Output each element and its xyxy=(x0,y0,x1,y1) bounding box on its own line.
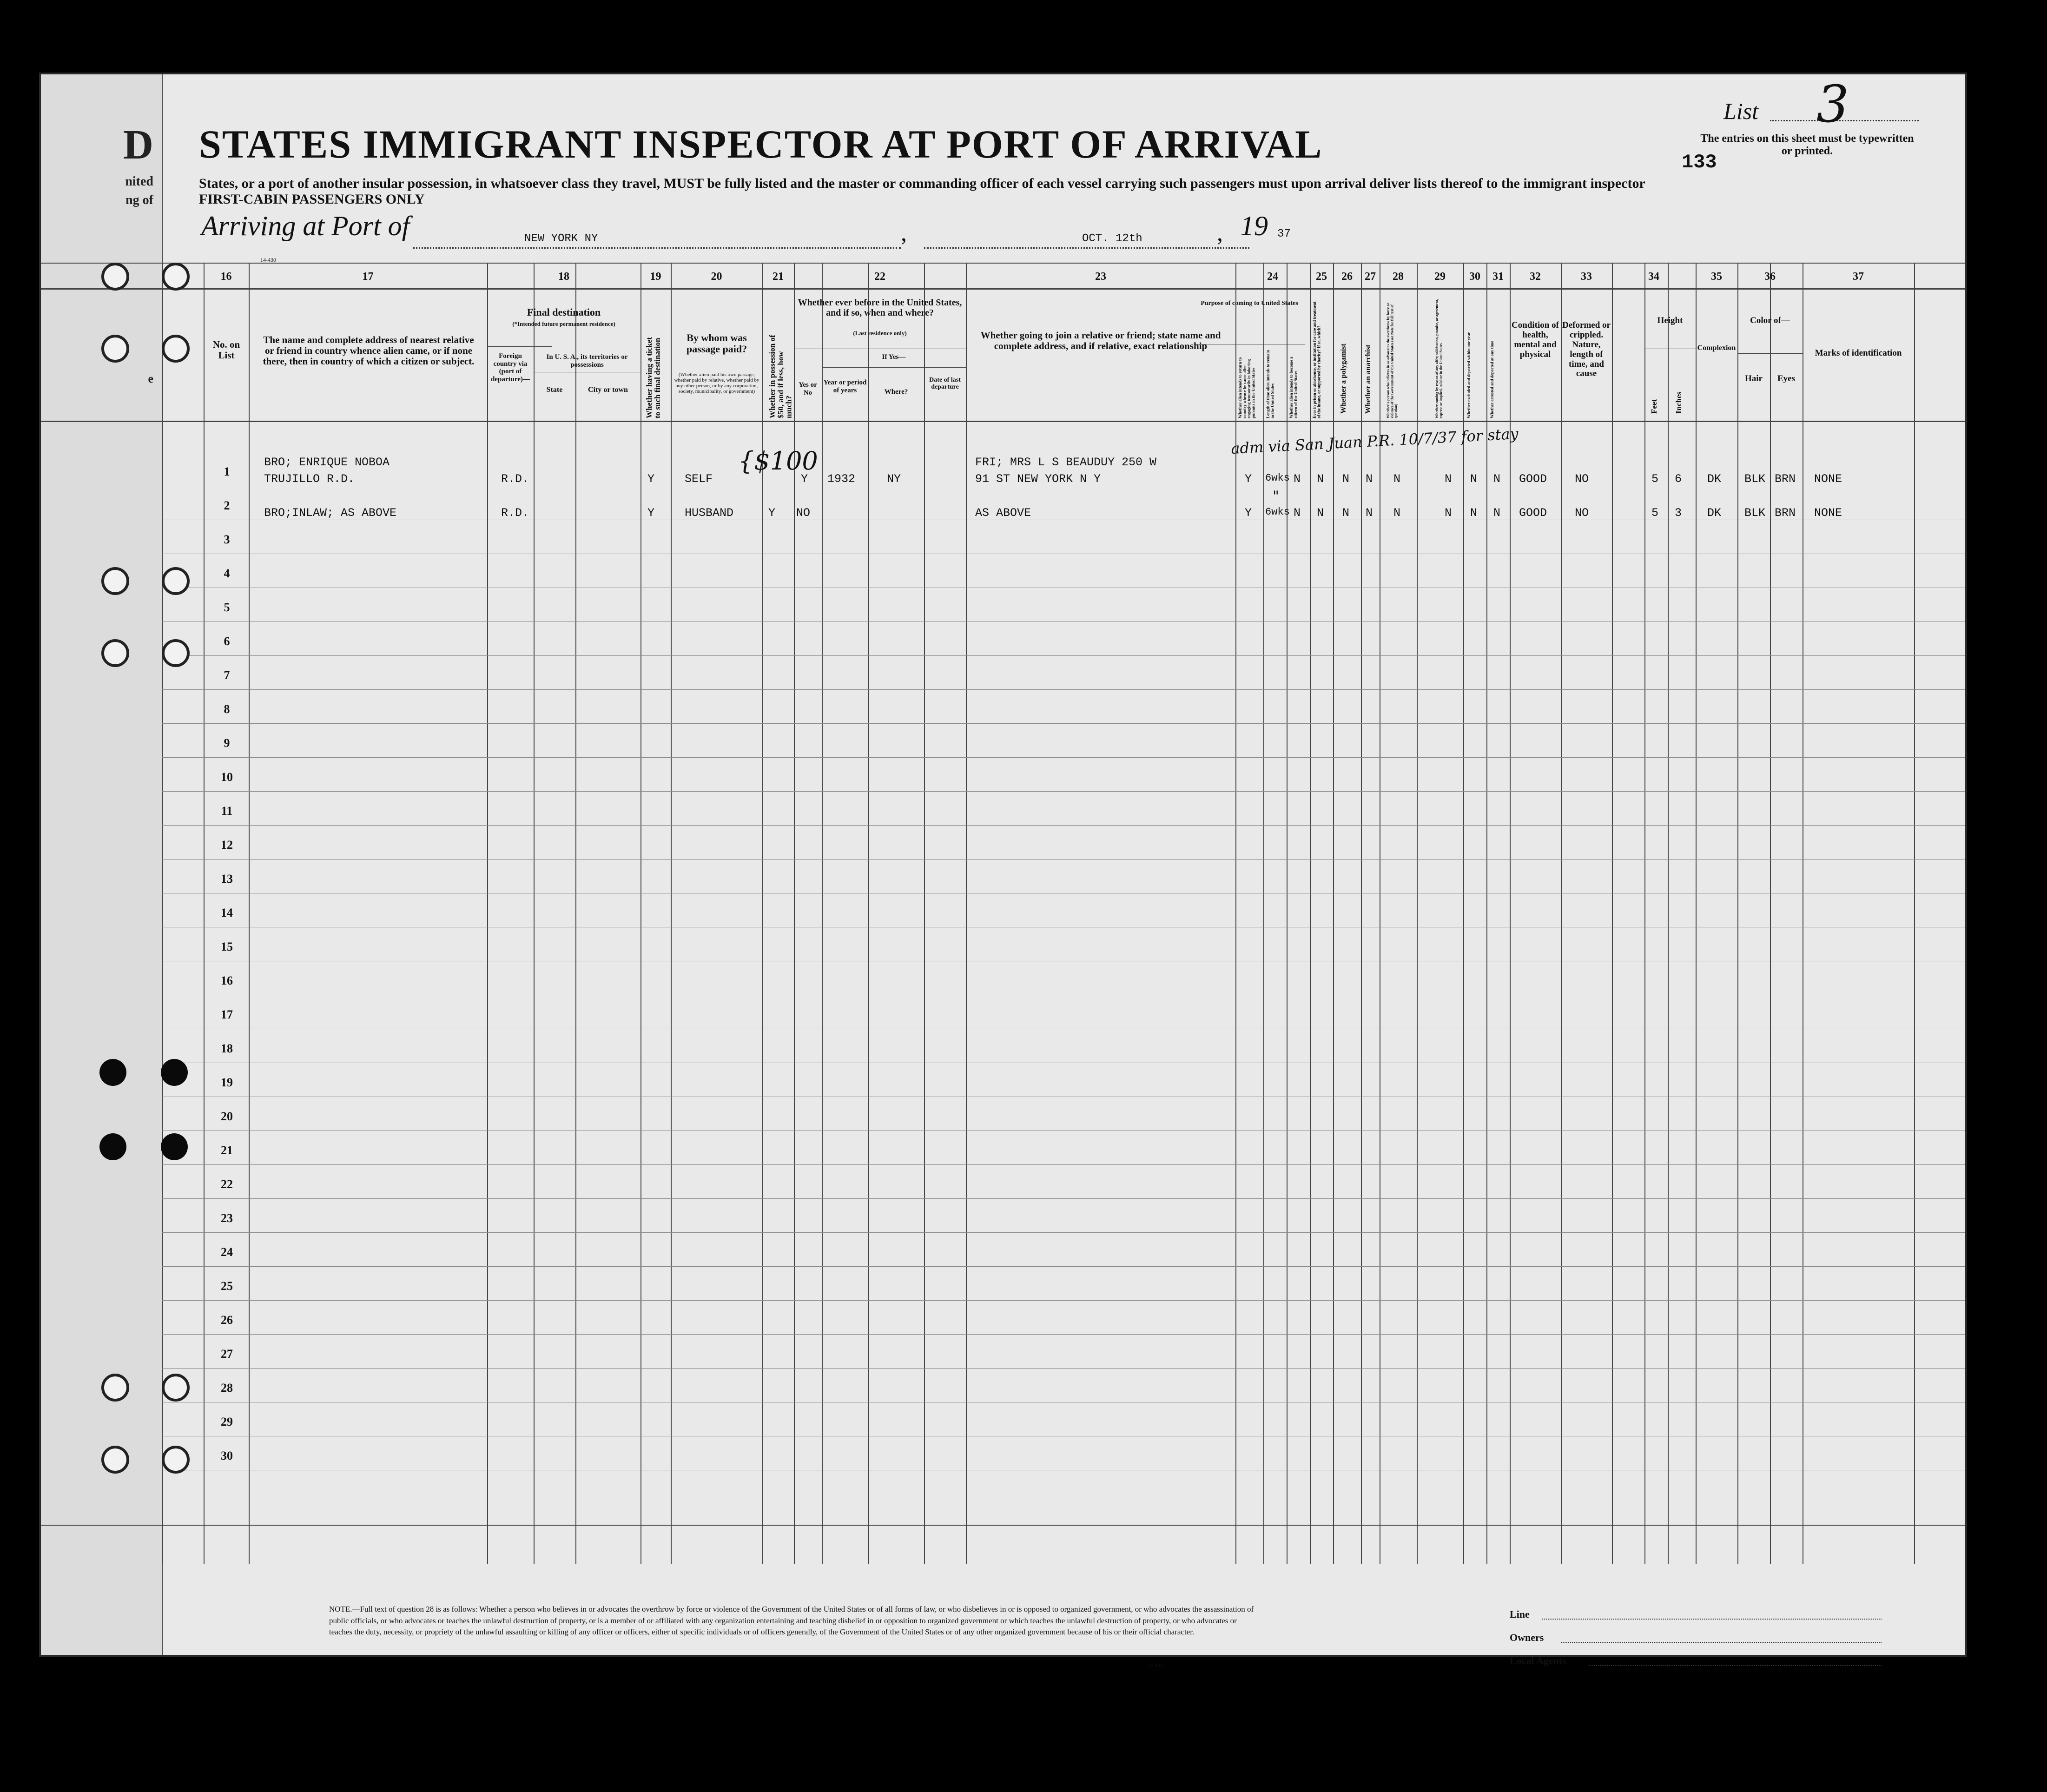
heading-final-destination: Final destination xyxy=(527,306,601,318)
row-number: 21 xyxy=(221,1144,233,1157)
entry2-return-intent: Y xyxy=(1245,506,1252,520)
colnum-29: 29 xyxy=(1434,271,1446,283)
entry2-foreign-via: R.D. xyxy=(501,506,529,520)
date-dotted-line xyxy=(924,247,1249,249)
entry2-before-us: NO xyxy=(796,506,811,520)
class-line: FIRST-CABIN PASSENGERS ONLY xyxy=(199,192,425,207)
row-rule xyxy=(162,655,1965,656)
punch-hole xyxy=(162,639,190,667)
heading-where: Where? xyxy=(884,388,908,396)
entry1-anarchist: N xyxy=(1366,472,1373,486)
colnum-18: 18 xyxy=(558,271,569,283)
punch-hole xyxy=(162,1446,190,1474)
typewritten-note: The entries on this sheet must be typewritten or printed. xyxy=(1700,132,1914,157)
heading-no-on-list: No. on List xyxy=(212,339,240,361)
entry2-complexion: DK xyxy=(1707,506,1722,520)
row-rule xyxy=(162,1232,1965,1233)
heading-ticket: Whether having a ticket to such final destination xyxy=(645,337,662,418)
heading-polygamist: Whether a polygamist xyxy=(1340,344,1347,414)
row-rule xyxy=(162,689,1965,690)
entry2-money: Y xyxy=(768,506,776,520)
row-number: 27 xyxy=(221,1347,233,1361)
manifest-page: D nited ng of e STATES IMMIGRANT INSPECTOR AT PORT OF ARRIVAL States, or a port of another insular possession, in whatsoever class they travel, MUST be fully listed and the master or commanding officer of each vessel carrying such passengers must upon arrival deliver lists thereof to the immigrant inspector FIRST-CABIN PASSENGERS ONLY Arriving at Port of NEW YORK NY , OCT. 12th , 19 37 List 3 The entries on this sheet must be typewritten or printed. 133 14-430 16 17 18 19 20 21 22 23 24 25 26 27 28 29 30 31 32 33 34 35 36 37 No. on List The name and complete address of nearest relative or friend in country whence alien came, or if none there, then in country of which a citizen or subject. Final destination (*Intended future permanent residence) Foreign country via (port of departure)— In U. S. A., its territories or possessions State City or town Whether having a ticket to such final destination By whom was passage paid? (Whether alien paid his own passage, whether paid by relative, whether paid by any other person, or by any corporation, society, municipality, or government) Whether in possession of $50, and if less, how much? Whether ever before in the United States, and if so, when and where? (Last residence only) If Yes— Yes or No Year or period of years Where? Date of last departure Whether going to join a relative or friend; state name and complete address, and if relative, exact relationship Purpose of coming to United States Whether alien intends to return to country whence he came after engaging temporarily in laboring pursuits in the United States Length of time alien intends to remain in the United States Whether alien intends to become a citizen of the United States Ever in prison or almshouse, or institution for care and treatment of the insane, or supported by charity? If so, which? Whether a polygamist Whether an anarchist Whether a person who believes in or advocates the overthrow by force or violence of the Government of the United States (see Note for full text of question) Whether coming by reason of any offer, solicitation, promise, or agreement, express or implied, to labor in the United States Whether excluded and deported within one year Whether arrested and deported at any time Condition of health, mental and physical Deformed or crippled. Nature, length of time, and cause Height Feet Inches Complexion Color of— Hair Eyes Marks of identification 1 2 3 4 5 6 7 8 9 10 11 12 13 14 15 16 17 18 19 20 21 22 23 24 25 26 27 28 29 30 BRO; ENRIQUE NOBOA TRUJILLO R.D. R.D. Y SELF {$100 Y 1932 NY FRI; MRS L S BEAUDUY 250 W 91 ST NEW YORK N Y Y 6wks N N N N N N N N GOOD NO 5 6 DK BLK BRN NONE BRO;INLAW; AS ABOVE R.D. Y HUSBAND Y NO AS ABOVE Y 6wks N N N N N N N N GOOD NO 5 3 DK BLK BRN NONE adm via San Juan P.R. 10/7/37 for stay " NOTE.—Full text of question 28 is as follows: Whether a person who believes in or advocates the overthrow by force or violence of the Government of the United States or of all forms of law, or who disbelieves in or is opposed to organized government, or who advocates the assassination of public officials, or who advocates or teaches the unlawful destruction of property, or is a member of or affiliated with any organization entertaining and teaching disbelief in or opposition to organized government or which teaches the unlawful destruction of property, or who advocates or teaches the duty, necessity, or propriety of the unlawful assaulting or killing of any officer or officers, either of specific individuals or of officers generally, of the Government of the United States or of any other organized government because of his or their official character. 14-430 Line Owners Local Agents xyxy=(41,74,1965,1655)
row-number: 4 xyxy=(224,567,230,580)
year-suffix: 37 xyxy=(1277,228,1291,240)
entry1-overthrow: N xyxy=(1393,472,1401,486)
heading-yes-no: Yes or No xyxy=(799,381,817,397)
form-code-top: 14-430 xyxy=(260,257,276,263)
port-dotted-line xyxy=(413,247,901,249)
punch-hole xyxy=(162,1374,190,1402)
entry1-money-handwritten: {$100 xyxy=(738,446,818,476)
heading-prison: Ever in prison or almshouse, or institution for care and treatment of the insane, or supported by charity? If so, which? xyxy=(1312,301,1321,418)
row-rule xyxy=(162,825,1965,826)
entry1-return-intent: Y xyxy=(1245,472,1252,486)
heading-hair: Hair xyxy=(1745,374,1763,384)
row-number: 3 xyxy=(224,533,230,546)
entry2-passage: HUSBAND xyxy=(685,506,734,520)
entry1-labor: N xyxy=(1445,472,1452,486)
entry1-hair: BLK xyxy=(1744,472,1766,486)
heading-eyes: Eyes xyxy=(1777,374,1795,384)
entry2-inches: 3 xyxy=(1675,506,1682,520)
colnum-35: 35 xyxy=(1711,271,1722,283)
punch-hole xyxy=(162,263,190,291)
entry1-foreign-via: R.D. xyxy=(501,472,529,486)
entry1-arrested: N xyxy=(1493,472,1501,486)
entry2-polygamist: N xyxy=(1342,506,1350,520)
heading-foreign-country: Foreign country via (port of departure)— xyxy=(491,352,530,383)
date-value: OCT. 12th xyxy=(1082,232,1142,245)
port-value: NEW YORK NY xyxy=(524,232,598,245)
entry1-feet: 5 xyxy=(1651,472,1659,486)
row-number: 17 xyxy=(221,1008,233,1021)
row-number: 1 xyxy=(224,465,230,478)
instruction-text: States, or a port of another insular possession, in whatsoever class they travel, MUST be fully listed and the master or commanding officer of each vessel carrying such passengers must upon arrival deliver lists thereof to the immigrant inspector xyxy=(199,176,1645,191)
entry1-ticket: Y xyxy=(647,472,655,486)
row-number: 28 xyxy=(221,1381,233,1395)
heading-state: State xyxy=(546,386,563,394)
entry2-overthrow: N xyxy=(1393,506,1401,520)
heading-height: Height xyxy=(1657,316,1683,325)
colnum-27: 27 xyxy=(1365,271,1376,283)
entry2-feet: 5 xyxy=(1651,506,1659,520)
entry2-deformed: NO xyxy=(1575,506,1589,520)
row-rule xyxy=(162,1334,1965,1335)
heading-last-residence: (Last residence only) xyxy=(853,330,907,337)
heading-passage-note: (Whether alien paid his own passage, whether paid by relative, whether paid by any other person, or by any corporation, society, municipality, or government) xyxy=(674,372,759,395)
row-number: 2 xyxy=(224,499,230,512)
entry1-marks: NONE xyxy=(1814,472,1842,486)
entry1-prison: N xyxy=(1317,472,1324,486)
line-label: Line xyxy=(1510,1608,1530,1620)
row-number: 8 xyxy=(224,702,230,716)
entry1-polygamist: N xyxy=(1342,472,1350,486)
heading-complexion: Complexion xyxy=(1697,344,1736,352)
row-number: 13 xyxy=(221,872,233,886)
list-label: List xyxy=(1723,98,1759,124)
punch-hole xyxy=(161,1133,188,1160)
heading-passage-paid: By whom was passage paid? xyxy=(686,332,747,355)
row-number: 9 xyxy=(224,736,230,750)
row-number: 25 xyxy=(221,1279,233,1293)
owners-field xyxy=(1561,1642,1882,1643)
colnum-28: 28 xyxy=(1393,271,1404,283)
heading-inches: Inches xyxy=(1674,391,1683,414)
colnum-37: 37 xyxy=(1853,271,1864,283)
colnum-36: 36 xyxy=(1764,271,1776,283)
heading-labor-offer: Whether coming by reason of any offer, solicitation, promise, or agreement, express or implied, to labor in the United States xyxy=(1435,299,1443,418)
row-number: 20 xyxy=(221,1110,233,1123)
heading-join-relative: Whether going to join a relative or friend; state name and complete address, and if relative, exact relationship xyxy=(980,330,1221,352)
entry1-complexion: DK xyxy=(1707,472,1722,486)
heading-marks: Marks of identification xyxy=(1815,348,1902,358)
punch-hole xyxy=(161,1059,188,1086)
entry2-anarchist: N xyxy=(1366,506,1373,520)
entry2-ticket: Y xyxy=(647,506,655,520)
heading-ever-before: Whether ever before in the United States, and if so, when and where? xyxy=(798,298,962,318)
row-rule xyxy=(162,1266,1965,1267)
line-field xyxy=(1542,1619,1882,1620)
heading-become-citizen: Whether alien intends to become a citizen of the United States xyxy=(1289,357,1298,418)
heading-return-intent: Whether alien intends to return to country whence he came after engaging temporarily in laboring pursuits in the United States xyxy=(1238,357,1256,418)
owners-label: Owners xyxy=(1510,1632,1544,1643)
sheet-stamp: 133 xyxy=(1682,151,1717,173)
colnum-34: 34 xyxy=(1648,271,1659,283)
row-rule xyxy=(162,859,1965,860)
row-rule xyxy=(162,1164,1965,1165)
entry1-passage: SELF xyxy=(685,472,713,486)
row-number: 30 xyxy=(221,1449,233,1462)
entry1-citizen: N xyxy=(1294,472,1301,486)
heading-overthrow: Whether a person who believes in or advocates the overthrow by force or violence of the Government of the United States (see Note for full text of question) xyxy=(1386,303,1398,418)
entry1-join-line1: FRI; MRS L S BEAUDUY 250 W xyxy=(975,456,1157,469)
row-number: 14 xyxy=(221,906,233,919)
colnum-19: 19 xyxy=(650,271,661,283)
row-number: 7 xyxy=(224,668,230,682)
entry1-year: 1932 xyxy=(827,472,856,486)
ditto-mark: " xyxy=(1273,488,1279,504)
margin-mark: e xyxy=(148,372,153,385)
row-number: 26 xyxy=(221,1313,233,1327)
colnum-22: 22 xyxy=(874,271,885,283)
colnum-20: 20 xyxy=(711,271,722,283)
entry1-relative-line1: BRO; ENRIQUE NOBOA xyxy=(264,456,390,469)
row-number: 10 xyxy=(221,770,233,784)
row-number: 19 xyxy=(221,1076,233,1089)
form-code-bottom: 14-430 xyxy=(1147,1662,1163,1668)
row-number: 24 xyxy=(221,1245,233,1259)
list-number: 3 xyxy=(1816,74,1849,134)
colnum-33: 33 xyxy=(1581,271,1592,283)
entry1-deformed: NO xyxy=(1575,472,1589,486)
punch-hole xyxy=(101,1446,129,1474)
page-title: STATES IMMIGRANT INSPECTOR AT PORT OF ARRIVAL xyxy=(199,122,1323,166)
entry2-health: GOOD xyxy=(1519,506,1547,520)
entry2-arrested: N xyxy=(1493,506,1501,520)
entry1-before-us: Y xyxy=(801,472,808,486)
left-margin-strip xyxy=(41,74,163,1655)
entry1-eyes: BRN xyxy=(1775,472,1796,486)
heading-feet: Feet xyxy=(1650,399,1658,414)
row-number: 15 xyxy=(221,940,233,953)
row-rule xyxy=(162,723,1965,724)
row-rule xyxy=(162,757,1965,758)
colnum-16: 16 xyxy=(220,271,232,283)
colnum-31: 31 xyxy=(1492,271,1504,283)
colnum-24: 24 xyxy=(1267,271,1278,283)
entry2-eyes: BRN xyxy=(1775,506,1796,520)
heading-if-yes: If Yes— xyxy=(882,353,906,361)
row-rule xyxy=(162,791,1965,792)
entry1-relative-line2: TRUJILLO R.D. xyxy=(264,472,355,486)
punch-hole xyxy=(162,335,190,363)
punch-hole xyxy=(162,567,190,595)
row-number: 12 xyxy=(221,838,233,852)
heading-nearest-relative: The name and complete address of nearest relative or friend in country whence alien came, or if none there, then in country of which a citizen or subject. xyxy=(263,334,475,367)
heading-color-of: Color of— xyxy=(1750,316,1790,325)
row-rule xyxy=(162,1368,1965,1369)
heading-year: Year or period of years xyxy=(823,379,867,394)
heading-health: Condition of health, mental and physical xyxy=(1512,320,1559,359)
arriving-label: Arriving at Port of xyxy=(201,211,410,241)
heading-final-destination-note: (*Intended future permanent residence) xyxy=(512,320,615,327)
punch-hole xyxy=(101,567,129,595)
row-number: 29 xyxy=(221,1415,233,1428)
row-rule xyxy=(162,1198,1965,1199)
punch-hole xyxy=(101,335,129,363)
colnum-26: 26 xyxy=(1341,271,1353,283)
margin-letter: D xyxy=(123,122,153,168)
heading-money: Whether in possession of $50, and if less, how much? xyxy=(768,335,793,418)
entry2-prison: N xyxy=(1317,506,1324,520)
entry1-inches: 6 xyxy=(1675,472,1682,486)
heading-city: City or town xyxy=(588,386,628,394)
row-number: 18 xyxy=(221,1042,233,1055)
punch-hole xyxy=(101,263,129,291)
punch-hole xyxy=(99,1059,126,1086)
heading-arrested: Whether arrested and deported at any time xyxy=(1490,341,1494,418)
colnum-32: 32 xyxy=(1530,271,1541,283)
colnum-21: 21 xyxy=(773,271,784,283)
year-prefix: 19 xyxy=(1240,211,1268,241)
punch-hole xyxy=(101,1374,129,1402)
heading-deformed: Deformed or crippled. Nature, length of time, and cause xyxy=(1562,320,1611,379)
entry2-length: 6wks xyxy=(1265,506,1290,518)
punch-hole xyxy=(101,639,129,667)
colnum-25: 25 xyxy=(1316,271,1327,283)
heading-length-stay: Length of time alien intends to remain in the United States xyxy=(1266,350,1275,418)
entry1-join-line2: 91 ST NEW YORK N Y xyxy=(975,472,1101,486)
admission-annotation: adm via San Juan P.R. 10/7/37 for stay xyxy=(1230,424,1519,458)
colnum-30: 30 xyxy=(1469,271,1480,283)
entry1-health: GOOD xyxy=(1519,472,1547,486)
heading-anarchist: Whether an anarchist xyxy=(1364,344,1372,414)
entry2-labor: N xyxy=(1445,506,1452,520)
entry2-marks: NONE xyxy=(1814,506,1842,520)
row-number: 11 xyxy=(221,804,233,818)
row-number: 23 xyxy=(221,1211,233,1225)
entry2-citizen: N xyxy=(1294,506,1301,520)
margin-line-2: ng of xyxy=(125,193,153,207)
row-number: 6 xyxy=(224,635,230,648)
heading-excluded: Whether excluded and deported within one year xyxy=(1466,332,1471,418)
agents-field xyxy=(1589,1665,1882,1666)
heading-date-departure: Date of last departure xyxy=(929,377,961,391)
heading-in-usa: In U. S. A., its territories or possessions xyxy=(546,353,628,369)
row-number: 22 xyxy=(221,1177,233,1191)
agents-label: Local Agents xyxy=(1510,1655,1566,1666)
entry2-relative: BRO;INLAW; AS ABOVE xyxy=(264,506,397,520)
colnum-23: 23 xyxy=(1095,271,1106,283)
entry1-where: NY xyxy=(887,472,901,486)
punch-hole xyxy=(99,1133,126,1160)
row-number: 16 xyxy=(221,974,233,987)
question-28-note: NOTE.—Full text of question 28 is as follows: Whether a person who believes in or advocates the overthrow by force or violence of the Government of the United States or of all forms of law, or who disbelieves in or is opposed to organized government, or who advocates the assassination of public officials, or who advocates or teaches the unlawful destruction of property, or is a member of or affiliated with any organization entertaining and teaching disbelief in or opposition to organized government or which teaches the unlawful destruction of property, or who advocates or teaches the duty, necessity, or propriety of the unlawful assaulting or killing of any officer or officers, either of specific individuals or of officers generally, of the Government of the United States or of any other organized government because of his or their official character. xyxy=(329,1605,1254,1637)
entry2-excluded: N xyxy=(1470,506,1478,520)
entry2-join: AS ABOVE xyxy=(975,506,1031,520)
colnum-17: 17 xyxy=(362,271,374,283)
entry2-hair: BLK xyxy=(1744,506,1766,520)
entry1-excluded: N xyxy=(1470,472,1478,486)
row-rule xyxy=(162,1300,1965,1301)
heading-purpose: Purpose of coming to United States xyxy=(1201,300,1298,307)
margin-line-1: nited xyxy=(125,174,153,189)
row-number: 5 xyxy=(224,601,230,614)
entry1-length: 6wks xyxy=(1265,472,1290,484)
